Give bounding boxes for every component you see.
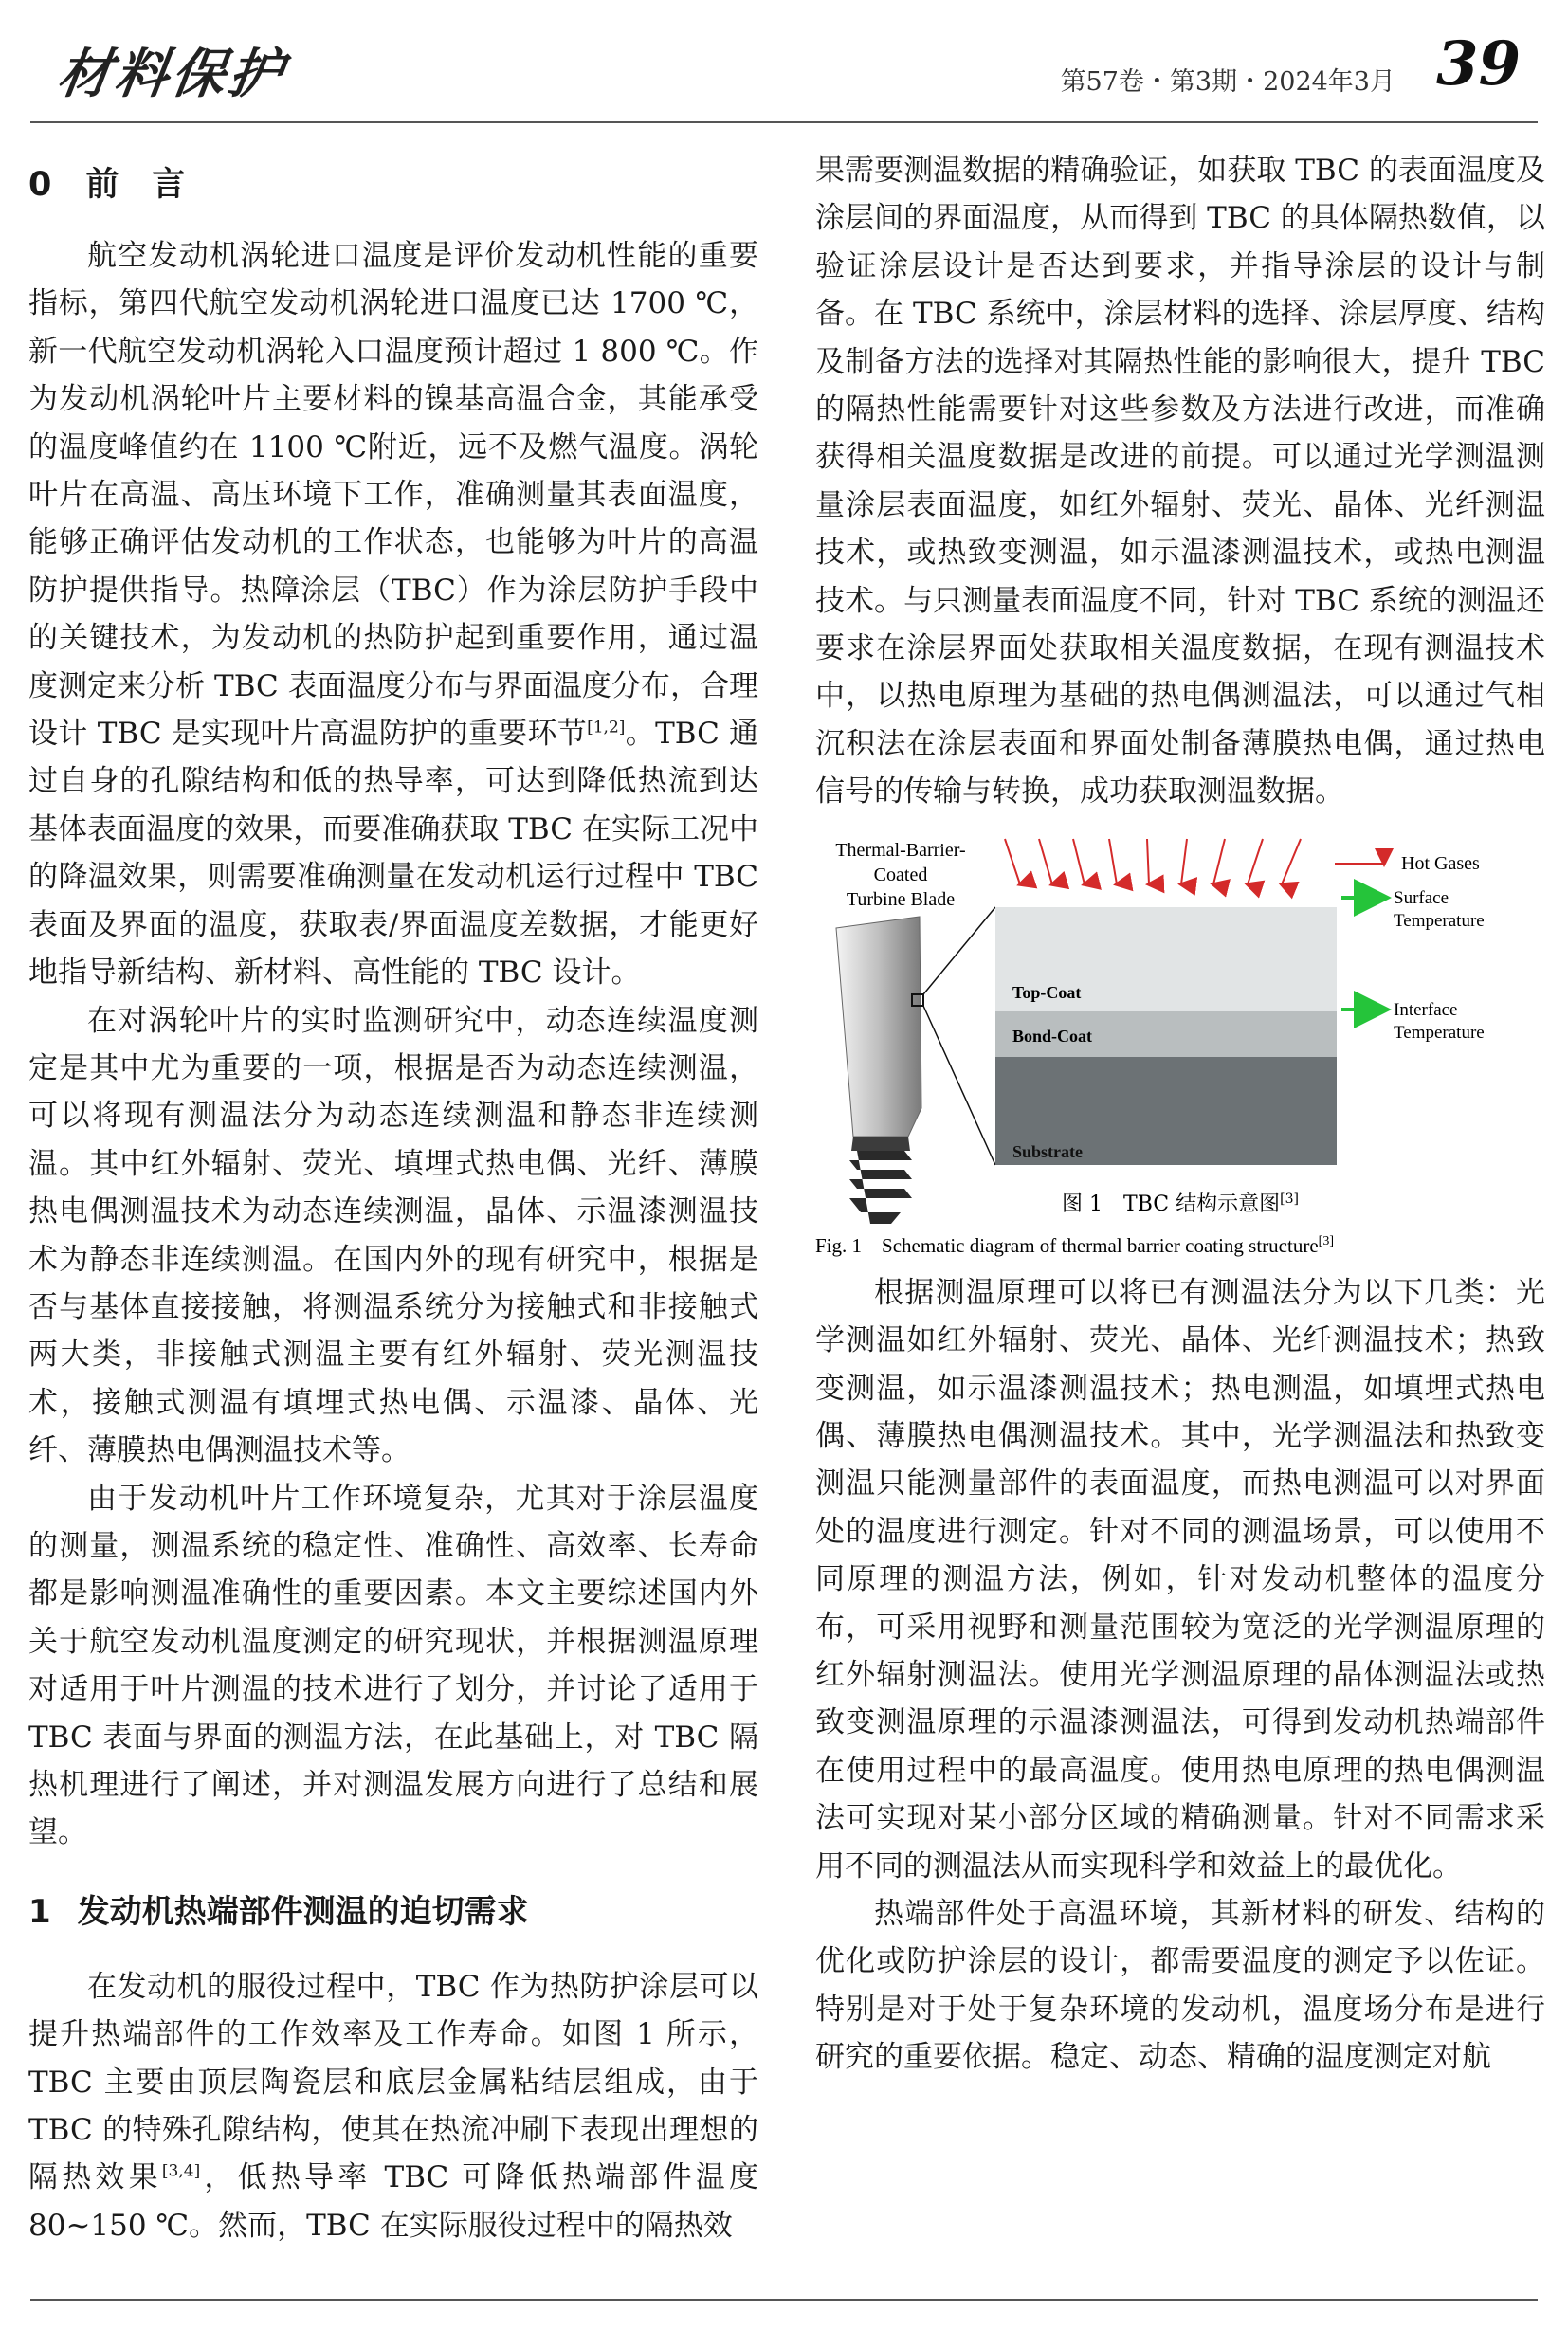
blade-label-line-1: Thermal-Barrier- [835,839,966,861]
citation: [3,4] [161,2162,201,2182]
hot-gases-label: Hot Gases [1401,852,1480,874]
right-column-flow [815,147,1545,816]
page-header [30,28,1538,104]
blade-label-line-2: Coated [873,864,928,885]
blade-label-line-3: Turbine Blade [846,888,956,910]
bond-coat-label: Bond-Coat [1012,1026,1093,1046]
figure-caption-cn-text: 图 1 TBC 结构示意图 [1062,1192,1281,1216]
interface-temp-label-1: Interface [1394,999,1458,1020]
zoom-connector-top [923,907,995,994]
section-1-paragraph-1-continued: 果需要测温数据的精确验证，如获取 TBC 的表面温度及涂层间的界面温度，从而得到 TBC 的具体隔热数值，以验证涂层设计是否达到要求，并指导涂层的设计与制备。在 TBC 系统中，涂层材料的选择、涂层厚度、结构及制备方法的选择对其隔热性能的影响很大，提升 TBC 的隔热性能需要针对这些参数及方法进行改进，而准确获得相关温度数据是改进的前提。可以通过光学测温测量涂层表面温度，如红外辐射、荧光、晶体、光纤测温技术，或热致变测温，如示温漆测温技术，或热电测温技术。与只测量表面温度不同，针对 TBC 系统的测温还要求在涂层界面处获取相关温度数据，在现有测温技术中，以热电原理为基础的热电偶测温法，可以通过气相沉积法在涂层表面和界面处制备薄膜热电偶，通过热电信号的传输与转换，成功获取测温数据。 [815,154,1545,810]
s1-p1-text-a: 在发动机的服役过程中，TBC 作为热防护涂层可以提升热端部件的工作效率及工作寿命。如图 1 所示，TBC 主要由顶层陶瓷层和底层金属粘结层组成，由于 TBC 的特殊孔隙结构，使其在热流冲刷下表现出理想的隔热效果 [28,1969,758,2195]
section-1-paragraph-1-start [28,1963,758,2249]
section-1-title: 发动机热端部件测温的迫切需求 [77,1892,529,1931]
surface-temp-label-1: Surface [1394,887,1449,908]
issue-info: 第57卷・第3期・2024年3月 [1060,67,1395,97]
section-0-number: 0 [28,166,52,204]
section-1-paragraph-3: 热端部件处于高温环境，其新材料的研发、结构的优化或防护涂层的设计，都需要温度的测定予以佐证。特别是对于处于复杂环境的发动机，温度场分布是进行研究的重要依据。稳定、动态、精确的温度测定对航 [815,1896,1545,2075]
left-column [28,147,758,2249]
s1-p1-text-b: ，低热导率 TBC 可降低热端部件温度 80~150 ℃。然而，TBC 在实际服役过程中的隔热效 [28,2160,759,2243]
figure-1 [815,824,1545,1269]
right-column [815,147,1545,2082]
figure-caption-cn-citation: [3] [1280,1191,1299,1207]
interface-temp-label-2: Temperature [1394,1022,1485,1043]
section-1-paragraph-2: 根据测温原理可以将已有测温法分为以下几类：光学测温如红外辐射、荧光、晶体、光纤测温技术；热致变测温，如示温漆测温技术；热电测温，如填埋式热电偶、薄膜热电偶测温技术。其中，光学测温法和热致变测温只能测量部件的表面温度，而热电测温可以对界面处的温度进行测定。针对不同的测温场景，可以使用不同原理的测温方法，例如，针对发动机整体的温度分布，可采用视野和测量范围较为宽泛的光学测温原理的红外辐射测温法。使用光学测温原理的晶体测温法或热致变测温原理的示温漆测温法，可得到发动机热端部件在使用过程中的最高温度。使用热电原理的热电偶测温法可实现对某小部分区域的精确测量。针对不同需求采用不同的测温法从而实现科学和效益上的最优化。 [815,1275,1545,1884]
citation: [1,2] [587,718,626,737]
intro-p1-text-a: 航空发动机涡轮进口温度是评价发动机性能的重要指标，第四代航空发动机涡轮进口温度已达 1700 ℃，新一代航空发动机涡轮入口温度预计超过 1 800 ℃。作为发动机涡轮叶片主要材料的镍基高温合金，其能承受的温度峰值约在 1100 ℃附近，远不及燃气温度。涡轮叶片在高温、高压环境下工作，准确测量其表面温度，能够正确评估发动机的工作状态，也能够为叶片的高温防护提供指导。热障涂层（TBC）作为涂层防护手段中的关键技术，为发动机的热防护起到重要作用，通过温度测定来分析 TBC 表面温度分布与界面温度分布，合理设计 TBC 是实现叶片高温防护的重要环节 [28,239,758,752]
journal-logo: 材料保护 [53,43,291,105]
section-1-heading [28,1885,758,1939]
page-number: 39 [1435,28,1521,100]
zoom-connector-bottom [923,1006,995,1165]
section-0-title: 前 言 [85,166,186,204]
hot-gas-arrows [1005,839,1384,884]
intro-paragraph-1 [28,232,758,997]
section-0-heading [28,156,758,213]
substrate-label: Substrate [1012,1141,1084,1161]
figure-caption-en-text: Fig. 1 Schematic diagram of thermal barrier coating structure [815,1233,1319,1257]
footer-rule [30,2299,1538,2301]
intro-paragraph-3: 由于发动机叶片工作环境复杂，尤其对于涂层温度的测量，测温系统的稳定性、准确性、高效率、长寿命都是影响测温准确性的重要因素。本文主要综述国内外关于航空发动机温度测定的研究现状，并根据测温原理对适用于叶片测温的技术进行了划分，并讨论了适用于 TBC 表面与界面的测温方法，在此基础上，对 TBC 隔热机理进行了阐述，并对测温发展方向进行了总结和展望。 [28,1481,758,1850]
header-rule [30,121,1538,123]
intro-paragraph-2: 在对涡轮叶片的实时监测研究中，动态连续温度测定是其中尤为重要的一项，根据是否为动态连续测温，可以将现有测温法分为动态连续测温和静态非连续测温。其中红外辐射、荧光、填埋式热电偶、光纤、薄膜热电偶测温技术为动态连续测温，晶体、示温漆测温技术为静态非连续测温。在国内外的现有研究中，根据是否与基体直接接触，将测温系统分为接触式和非接触式两大类，非接触式测温主要有红外辐射、荧光测温技术，接触式测温有填埋式热电偶、示温漆、晶体、光纤、薄膜热电偶测温技术等。 [28,1003,758,1468]
turbine-blade-icon [836,917,923,1224]
section-1-number: 1 [28,1892,51,1931]
figure-caption-cn [1062,1192,1299,1216]
intro-p1-text-b: 。TBC 通过自身的孔隙结构和低的热导率，可达到降低热流到达基体表面温度的效果，而要准确获取 TBC 在实际工况中的降温效果，则需要准确测量在发动机运行过程中 TBC 表面及界面的温度，获取表/界面温度差数据，才能更好地指导新结构、新材料、高性能的 TBC 设计。 [28,717,758,991]
top-coat-label: Top-Coat [1012,982,1082,1002]
tbc-diagram [815,824,1545,1269]
surface-temp-label-2: Temperature [1394,910,1485,931]
figure-caption-en-citation: [3] [1318,1233,1334,1248]
figure-caption-en [815,1234,1334,1257]
